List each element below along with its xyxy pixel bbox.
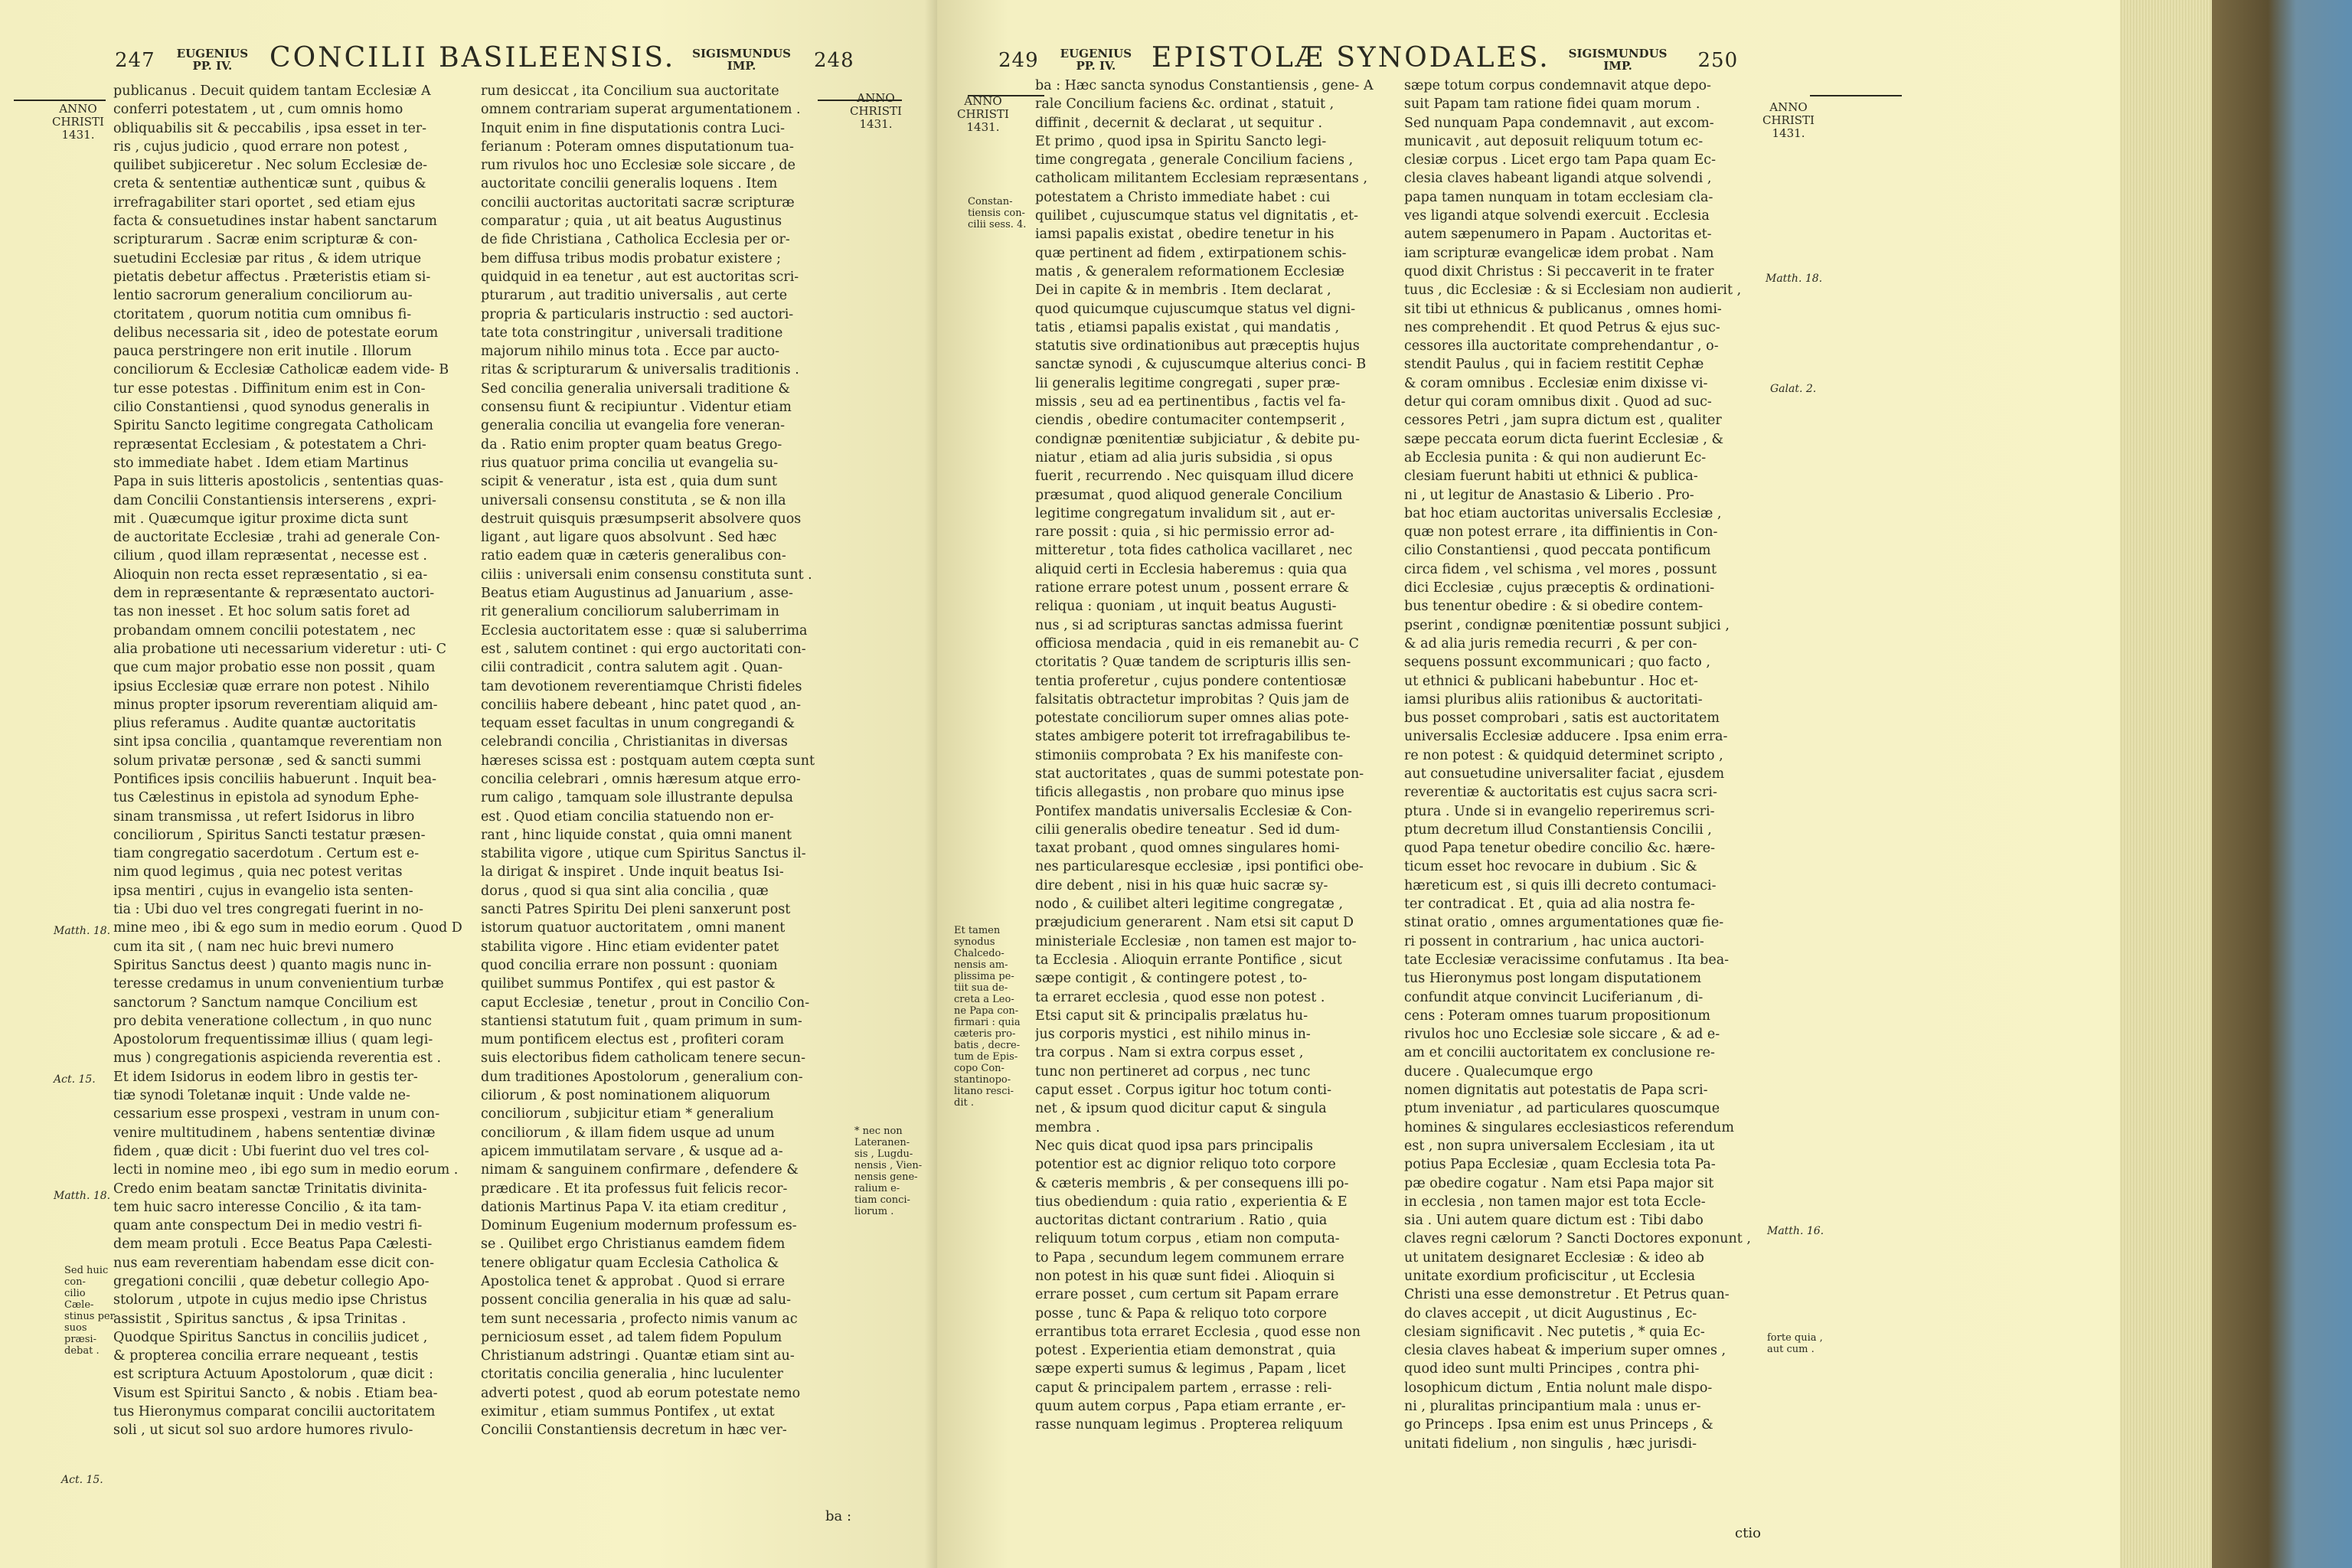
- running-head-emperor: SIGISMUNDUS IMP.: [692, 47, 791, 73]
- side-note: forte quia , aut cum .: [1767, 1332, 1823, 1355]
- catchword: ctio: [1735, 1525, 1761, 1541]
- header-rule: [1810, 95, 1902, 96]
- catchword: ba :: [825, 1508, 852, 1524]
- book-cover-edge: [2212, 0, 2352, 1568]
- side-note: Et tamen synodus Chalcedo- nensis am- plissima pe- tiit sua de- creta a Leo- ne Papa con- firmari : quia cæteris pro- batis , decre- tum de Epis- copo Con- stantinopo- litano resci- dit .: [954, 925, 1021, 1109]
- header-rule: [14, 100, 106, 101]
- right-page: [937, 0, 2120, 1568]
- running-head-pope: EUGENIUS PP. IV.: [176, 47, 249, 73]
- anno-christi-margin: ANNO CHRISTI 1431.: [850, 91, 902, 131]
- margin-reference: Matth. 18.: [54, 1190, 111, 1202]
- margin-reference: Matth. 18.: [1766, 273, 1823, 285]
- anno-christi-margin: ANNO CHRISTI 1431.: [52, 102, 104, 142]
- margin-reference: Act. 15.: [61, 1474, 103, 1486]
- page-number-250: 250: [1697, 49, 1739, 72]
- text-column-left: publicanus . Decuit quidem tantam Ecclesiæ A conferri potestatem , ut , cum omnis homo obliquabilis sit & peccabilis , ipsa esset in ter- ris , cujus judicio , quod errare non potest , quilibet subjiceretur . Nec solum Ecclesiæ de- creta & sententiæ authenticæ sunt , quibus & irrefragabiliter stari oportet , sed etiam ejus facta & consuetudines instar habent sanctarum scripturarum . Sacræ enim scripturæ & con- suetudini Ecclesiæ par ritus , & idem utrique pietatis debetur affectus . Præteristis etiam si- lentio sacrorum generalium conciliorum au- ctoritatem , quorum notitia cum omnibus fi- delibus necessaria sit , ideo de potestate eorum pauca perstringere non erit inutile . Illorum conciliorum & Ecclesiæ Catholicæ eadem vide- B tur esse potestas . Diffinitum enim est in Con- cilio Constantiensi , quod synodus generalis in Spiritu Sancto legitime congregata Catholicam repræsentat Ecclesiam , & potestatem a Chri- sto immediate habet . Idem etiam Martinus Papa in suis litteris apostolicis , sententias quas- dam Concilii Constantiensis interserens , expri- mit . Quæcumque igitur proxime dicta sunt de auctoritate Ecclesiæ , trahi ad generale Con- cilium , quod illam repræsentat , necesse est . Alioquin non recta esset repræsentatio , si ea- dem in repræsentante & repræsentato auctori- tas non inesset . Et hoc solum satis foret ad probandam omnem concilii potestatem , nec alia probatione uti necessarium videretur : uti- C que cum major probatio esse non possit , quam ipsius Ecclesiæ quæ errare non potest . Nihilo minus propter ipsorum reverentiam aliquid am- plius referamus . Audite quantæ auctoritatis sint ipsa concilia , quantamque reverentiam non solum privatæ personæ , sed & sancti summi Pontifices ipsis conciliis habuerunt . Inquit bea- tus Cælestinus in epistola ad synodum Ephe- sinam transmissa , ut refert Isidorus in libro conciliorum , Spiritus Sancti testatur præsen- tiam congregatio sacerdotum . Certum est e- nim quod legimus , quia nec potest veritas ipsa mentiri , cujus in evangelio ista senten- tia : Ubi duo vel tres congregati fuerint in no- mine meo , ibi & ego sum in medio eorum . Quod D cum ita sit , ( nam nec huic brevi numero Spiritus Sanctus deest ) quanto magis nunc in- teresse credamus in unum convenientium turbæ sanctorum ? Sanctum namque Concilium est pro debita veneratione collectum , in quo nunc Apostolorum frequentissimæ illius ( quam legi- mus ) congregationis aspicienda reverentia est . Et idem Isidorus in eodem libro in gestis ter- tiæ synodi Toletanæ inquit : Unde valde ne- cessarium esse prospexi , vestram in unum con- venire multitudinem , habens sententiæ divinæ fidem , quæ dicit : Ubi fuerint duo vel tres col- lecti in nomine meo , ibi ego sum in medio eorum . Credo enim beatam sanctæ Trinitatis divinita- tem huic sacro interesse Concilio , & ita tam- quam ante conspectum Dei in medio vestri fi- dem meam protuli . Ecce Beatus Papa Cælesti- nus eam reverentiam habendam esse dicit con- gregationi concilii , quæ debetur collegio Apo- stolorum , utpote in cujus medio ipse Christus assistit , Spiritus sanctus , & ipsa Trinitas . Quodque Spiritus Sanctus in conciliis judicet , & propterea concilia errare nequeant , testis est scriptura Actuum Apostolorum , quæ dicit : Visum est Spiritui Sancto , & nobis . Etiam bea- tus Hieronymus comparat concilii auctoritatem soli , ut sicut sol suo ardore humores rivulo-: [113, 83, 462, 1439]
- page-number-249: 249: [998, 49, 1039, 72]
- running-head-pope: EUGENIUS PP. IV.: [1060, 47, 1132, 73]
- page-number-248: 248: [814, 49, 854, 72]
- margin-reference: Matth. 18.: [54, 925, 111, 937]
- text-column-left: ba : Hæc sancta synodus Constantiensis , gene- A rale Concilium faciens &c. ordinat , statuit , diffinit , decernit & declarat , ut sequitur . Et primo , quod ipsa in Spiritu Sancto legi- time congregata , generale Concilium faciens , catholicam militantem Ecclesiam repræsentans , potestatem a Christo immediate habet : cui quilibet , cujuscumque status vel dignitatis , et- iamsi papalis existat , obedire tenetur in his quæ pertinent ad fidem , extirpationem schis- matis , & generalem reformationem Ecclesiæ Dei in capite & in membris . Item declarat , quod quicumque cujuscumque status vel digni- tatis , etiamsi papalis existat , qui mandatis , statutis sive ordinationibus aut præceptis hujus sanctæ synodi , & cujuscumque alterius conci- B lii generalis legitime congregati , super præ- missis , seu ad ea pertinentibus , factis vel fa- ciendis , obedire contumaciter contempserit , condignæ pœnitentiæ subjiciatur , & debite pu- niatur , etiam ad alia juris subsidia , si opus fuerit , recurrendo . Nec quisquam illud dicere præsumat , quod aliquod generale Concilium legitime congregatum invalidum sit , aut er- rare possit : quia , si hic permissio error ad- mitteretur , tota fides catholica vacillaret , nec aliquid certi in Ecclesia haberemus : quia qua ratione errare potest unum , possent errare & reliqua : quoniam , ut inquit beatus Augusti- nus , si ad scripturas sanctas admissa fuerint officiosa mendacia , quid in eis remanebit au- C ctoritatis ? Quæ tandem de scripturis illis sen- tentia proferetur , cujus pondere contentiosæ falsitatis obtractetur improbitas ? Quis jam de potestate conciliorum super omnes alias pote- states ambigere poterit tot irrefragabilibus te- stimoniis comprobata ? Ex his manifeste con- stat auctoritates , quas de summi potestate pon- tificis allegastis , non probare quo minus ipse Pontifex mandatis universalis Ecclesiæ & Con- cilii generalis obedire teneatur . Sed id dum- taxat probant , quod omnes singulares homi- nes particularesque ecclesiæ , ipsi pontifici obe- dire debent , nisi in his quæ huic sacræ sy- nodo , & cuilibet alteri legitime congregatæ , præjudicium generarent . Nam etsi sit caput D ministeriale Ecclesiæ , non tamen est major to- ta Ecclesia . Alioquin errante Pontifice , sicut sæpe contigit , & contingere potest , to- ta erraret ecclesia , quod esse non potest . Etsi caput sit & principalis prælatus hu- jus corporis mystici , est nihilo minus in- tra corpus . Nam si extra corpus esset , tunc non pertineret ad corpus , nec tunc caput esset . Corpus igitur hoc totum conti- net , & ipsum quod dicitur caput & singula membra . Nec quis dicat quod ipsa pars principalis potentior est ac dignior reliquo toto corpore & cæteris membris , & per consequens illi po- tius obediendum : quia ratio , experientia & E auctoritas dictant contrarium . Ratio , quia reliquum totum corpus , etiam non computa- to Papa , secundum legem communem errare non potest in his quæ sunt fidei . Alioquin si errare posset , cum certum sit Papam errare posse , tunc & Papa & reliquo toto corpore errantibus tota erraret Ecclesia , quod esse non potest . Experientia etiam demonstrat , quia sæpe experti sumus & legimus , Papam , licet caput & principalem partem , errasse : reli- quum autem corpus , Papa etiam errante , er- rasse nunquam legimus . Propterea reliquum: [1035, 78, 1374, 1433]
- side-note: Sed huic con- cilio Cæle- stinus per suos præsi- debat .: [64, 1265, 115, 1357]
- anno-christi-margin: ANNO CHRISTI 1431.: [1762, 100, 1815, 140]
- margin-reference: Act. 15.: [54, 1073, 96, 1086]
- running-head-title: CONCILII BASILEENSIS.: [270, 42, 676, 74]
- side-note: * nec non Lateranen- sis , Lugdu- nensis , Vien- nensis gene- ralium e- tiam conci- liorum .: [854, 1125, 923, 1217]
- margin-reference: Galat. 2.: [1770, 383, 1817, 395]
- text-column-right: sæpe totum corpus condemnavit atque depo- suit Papam tam ratione fidei quam morum . Sed nunquam Papa condemnavit , aut excom- municavit , aut deposuit reliquum totum ec- clesiæ corpus . Licet ergo tam Papa quam Ec- clesia claves habeant ligandi atque solvendi , papa tamen nunquam in totam ecclesiam cla- ves ligandi atque solvendi exercuit . Ecclesia autem sæpenumero in Papam . Auctoritas et- iam scripturæ evangelicæ idem probat . Nam quod dixit Christus : Si peccaverit in te frater tuus , dic Ecclesiæ : & si Ecclesiam non audierit , sit tibi ut ethnicus & publicanus , omnes homi- nes comprehendit . Et quod Petrus & ejus suc- cessores illa auctoritate comprehendantur , o- stendit Paulus , qui in faciem restitit Cephæ & coram omnibus . Ecclesiæ enim dixisse vi- detur qui coram omnibus dixit . Quod ad suc- cessores Petri , jam supra dictum est , qualiter sæpe peccata eorum dicta fuerint Ecclesiæ , & ab Ecclesia punita : & qui non audierunt Ec- clesiam fuerunt habiti ut ethnici & publica- ni , ut legitur de Anastasio & Liberio . Pro- bat hoc etiam auctoritas universalis Ecclesiæ , quæ non potest errare , ita diffinientis in Con- cilio Constantiensi , quod peccata pontificum circa fidem , vel schisma , vel mores , possunt dici Ecclesiæ , cujus præceptis & ordinationi- bus tenentur obedire : & si obedire contem- pserint , condignæ pœnitentiæ possunt subjici , & ad alia juris remedia recurri , & per con- sequens possunt excommunicari ; quo facto , ut ethnici & publicani habebuntur . Hoc et- iamsi pluribus aliis rationibus & auctoritati- bus posset comprobari , satis est auctoritatem universalis Ecclesiæ adducere . Ipsa enim erra- re non potest : & quidquid determinet scripto , aut consuetudine universaliter faciat , ejusdem reverentiæ & auctoritatis est cujus sacra scri- ptura . Unde si in evangelio reperiremus scri- ptum decretum illud Constantiensis Concilii , quod Papa tenetur obedire concilio &c. hære- ticum esset hoc revocare in dubium . Sic & hæreticum est , si quis illi decreto contumaci- ter contradicat . Et , quia ad alia nostra fe- stinat oratio , omnes argumentationes quæ fie- ri possent in contrarium , hac unica auctori- tate Ecclesiæ veracissime confutamus . Ita bea- tus Hieronymus post longam disputationem confundit atque convincit Luciferianum , di- cens : Poteram omnes tuarum propositionum rivulos hoc uno Ecclesiæ sole siccare , & ad e- am et concilii auctoritatem ex conclusione re- ducere . Qualecumque ergo nomen dignitatis aut potestatis de Papa scri- ptum inveniatur , ad particulares quoscumque homines & singulares ecclesiasticos referendum est , non supra universalem Ecclesiam , ita ut potius Papa Ecclesiæ , quam Ecclesia tota Pa- pæ obedire cogatur . Nam etsi Papa major sit in ecclesia , non tamen major est tota Eccle- sia . Uni autem quare dictum est : Tibi dabo claves regni cælorum ? Sancti Doctores exponunt , ut unitatem designaret Ecclesiæ : & ideo ab unitate exordium proficiscitur , ut Ecclesia Christi una esse demonstretur . Et Petrus quan- do claves accepit , ut dicit Augustinus , Ec- clesiam significavit . Nec putetis , * quia Ec- clesia claves habeat & imperium super omnes , quod ideo sunt multi Principes , contra phi- losophicum dictum , Entia nolunt male dispo- ni , pluralitas principantium mala : unus er- go Princeps . Ipsa enim est unus Princeps , & unitati fidelium , non singulis , hæc jurisdi-: [1404, 78, 1751, 1452]
- running-head-title: EPISTOLÆ SYNODALES.: [1152, 42, 1550, 74]
- page-number-247: 247: [115, 49, 155, 72]
- right-page-header: [998, 44, 1856, 72]
- page-edges: [2120, 0, 2212, 1568]
- running-head-emperor: SIGISMUNDUS IMP.: [1568, 47, 1668, 73]
- margin-reference: Matth. 16.: [1767, 1225, 1824, 1237]
- left-page-header: [115, 44, 896, 72]
- anno-christi-margin: ANNO CHRISTI 1431.: [957, 94, 1009, 134]
- side-note: Constan- tiensis con- cilii sess. 4.: [968, 196, 1027, 230]
- left-page: [0, 0, 937, 1568]
- text-column-right: rum desiccat , ita Concilium sua auctoritate omnem contrariam superat argumentationem . Inquit enim in fine disputationis contra Luci- ferianum : Poteram omnes disputationum tua- rum rivulos hoc uno Ecclesiæ sole siccare , de auctoritate concilii generalis loquens . Item concilii auctoritas auctoritati sacræ scripturæ comparatur ; quia , ut ait beatus Augustinus de fide Christiana , Catholica Ecclesia per or- bem diffusa tribus modis probatur existere ; quidquid in ea tenetur , aut est auctoritas scri- pturarum , aut traditio universalis , aut certe propria & particularis instructio : sed auctori- tate tota constringitur , universali traditione majorum nihilo minus tota . Ecce par aucto- ritas & scripturarum & universalis traditionis . Sed concilia generalia universali traditione & consensu fiunt & recipiuntur . Videntur etiam generalia concilia ut evangelia fore veneran- da . Ratio enim propter quam beatus Grego- rius quatuor prima concilia ut evangelia su- scipit & veneratur , ista est , quia dum sunt universali consensu constituta , se & non illa destruit quisquis præsumpserit absolvere quos ligant , aut ligare quos absolvunt . Sed hæc ratio eadem quæ in cæteris generalibus con- ciliis : universali enim consensu constituta sunt . Beatus etiam Augustinus ad Januarium , asse- rit generalium conciliorum saluberrimam in Ecclesia auctoritatem esse : quæ si saluberrima est , salutem continet : qui ergo auctoritati con- cilii contradicit , contra salutem agit . Quan- tam devotionem reverentiamque Christi fideles conciliis habere debeant , hinc patet quod , an- tequam esset facultas in unum congregandi & celebrandi concilia , Christianitas in diversas hæreses scissa est : postquam autem cœpta sunt concilia celebrari , omnis hæresum atque erro- rum caligo , tamquam sole illustrante depulsa est . Quod etiam concilia statuendo non er- rant , hinc liquide constat , quia omni manent stabilita vigore , utique cum Spiritus Sanctus il- la dirigat & inspiret . Unde inquit beatus Isi- dorus , quod si qua sint alia concilia , quæ sancti Patres Spiritu Dei pleni sanxerunt post istorum quatuor auctoritatem , omni manent stabilita vigore . Hinc etiam evidenter patet quod concilia errare non possunt : quoniam quilibet summus Pontifex , qui est pastor & caput Ecclesiæ , tenetur , prout in Concilio Con- stantiensi statutum fuit , quam primum in sum- mum pontificem electus est , profiteri coram suis electoribus fidem catholicam tenere secun- dum traditiones Apostolorum , generalium con- ciliorum , & post nominationem aliquorum conciliorum , subjicitur etiam * generalium conciliorum , & illam fidem usque ad unum apicem immutilatam servare , & usque ad a- nimam & sanguinem confirmare , defendere & prædicare . Et ita professus fuit felicis recor- dationis Martinus Papa V. ita etiam creditur , Dominum Eugenium modernum professum es- se . Quilibet ergo Christianus eamdem fidem tenere obligatur quam Ecclesia Catholica & Apostolica tenet & approbat . Quod si errare possent concilia generalia in his quæ ad salu- tem sunt necessaria , profecto nimis vanum ac perniciosum esset , ad talem fidem Populum Christianum adstringi . Quantæ etiam sint au- ctoritatis concilia generalia , hinc luculenter adverti potest , quod ab eorum potestate nemo eximitur , etiam summus Pontifex , ut extat Concilii Constantiensis decretum in hæc ver-: [481, 83, 815, 1439]
